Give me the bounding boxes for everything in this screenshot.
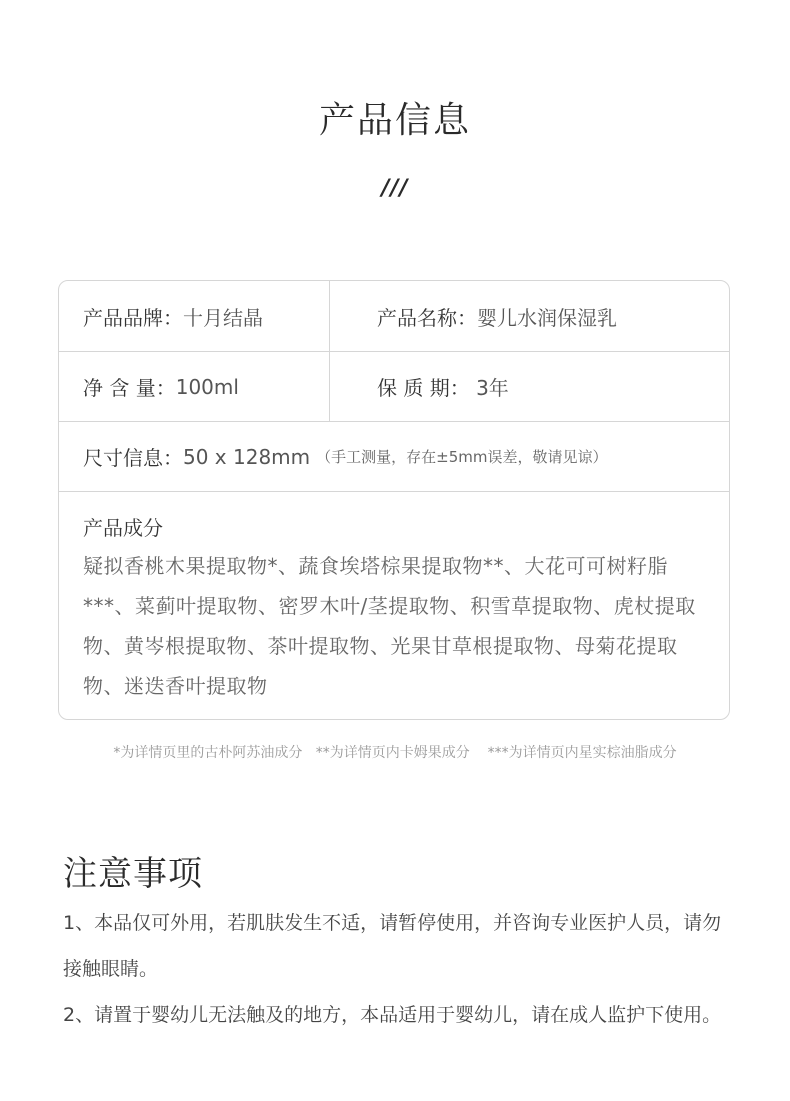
shelf-life-value: 3年 bbox=[469, 376, 509, 400]
table-row bbox=[59, 281, 730, 352]
brand-value: 十月结晶 bbox=[183, 305, 263, 330]
brand-label: 产品品牌： bbox=[83, 305, 183, 330]
notes-item: 1、本品仅可外用，若肌肤发生不适，请暂停使用，并咨询专业医护人员，请勿接触眼睛。 bbox=[63, 912, 722, 980]
size-note: （手工测量，存在±5mm误差，敬请见谅） bbox=[316, 448, 608, 466]
page-title: 产品信息 bbox=[318, 100, 471, 141]
size-label: 尺寸信息： bbox=[83, 446, 183, 470]
ingredients-label: 产品成分 bbox=[83, 516, 163, 540]
product-info-table bbox=[58, 280, 730, 720]
ingredients-text: 疑拟香桃木果提取物*、蔬食埃塔棕果提取物**、大花可可树籽脂***、菜蓟叶提取物、密罗木叶/茎提取物、积雪草提取物、虎杖提取物、黄岑根提取物、茶叶提取物、光果甘草根提取物、母菊花提取物、迷迭香叶提取物 bbox=[83, 554, 696, 698]
brand-cell bbox=[59, 281, 330, 351]
volume-value: 100ml bbox=[175, 374, 239, 399]
product-name-label: 产品名称： bbox=[377, 305, 477, 330]
notes-body bbox=[63, 900, 727, 1038]
table-row bbox=[59, 422, 730, 492]
product-name-value: 婴儿水润保湿乳 bbox=[477, 305, 617, 330]
product-name-cell bbox=[330, 281, 730, 351]
shelf-life-cell bbox=[330, 352, 730, 421]
size-value: 50 x 128mm bbox=[183, 444, 311, 469]
notes-title: 注意事项 bbox=[63, 854, 203, 894]
title-decoration: /// bbox=[381, 176, 409, 201]
volume-cell bbox=[59, 352, 330, 421]
ingredients-row bbox=[59, 492, 730, 720]
table-row bbox=[59, 352, 730, 422]
size-cell bbox=[59, 422, 730, 491]
shelf-life-label: 保 质 期： bbox=[377, 376, 470, 400]
volume-label: 净 含 量： bbox=[83, 376, 176, 400]
ingredients-footnote: *为详情页里的古朴阿苏油成分 **为详情页内卡姆果成分 ***为详情页内星实棕油脂成分 bbox=[113, 745, 677, 761]
notes-item: 2、请置于婴幼儿无法触及的地方，本品适用于婴幼儿，请在成人监护下使用。 bbox=[63, 1004, 722, 1026]
